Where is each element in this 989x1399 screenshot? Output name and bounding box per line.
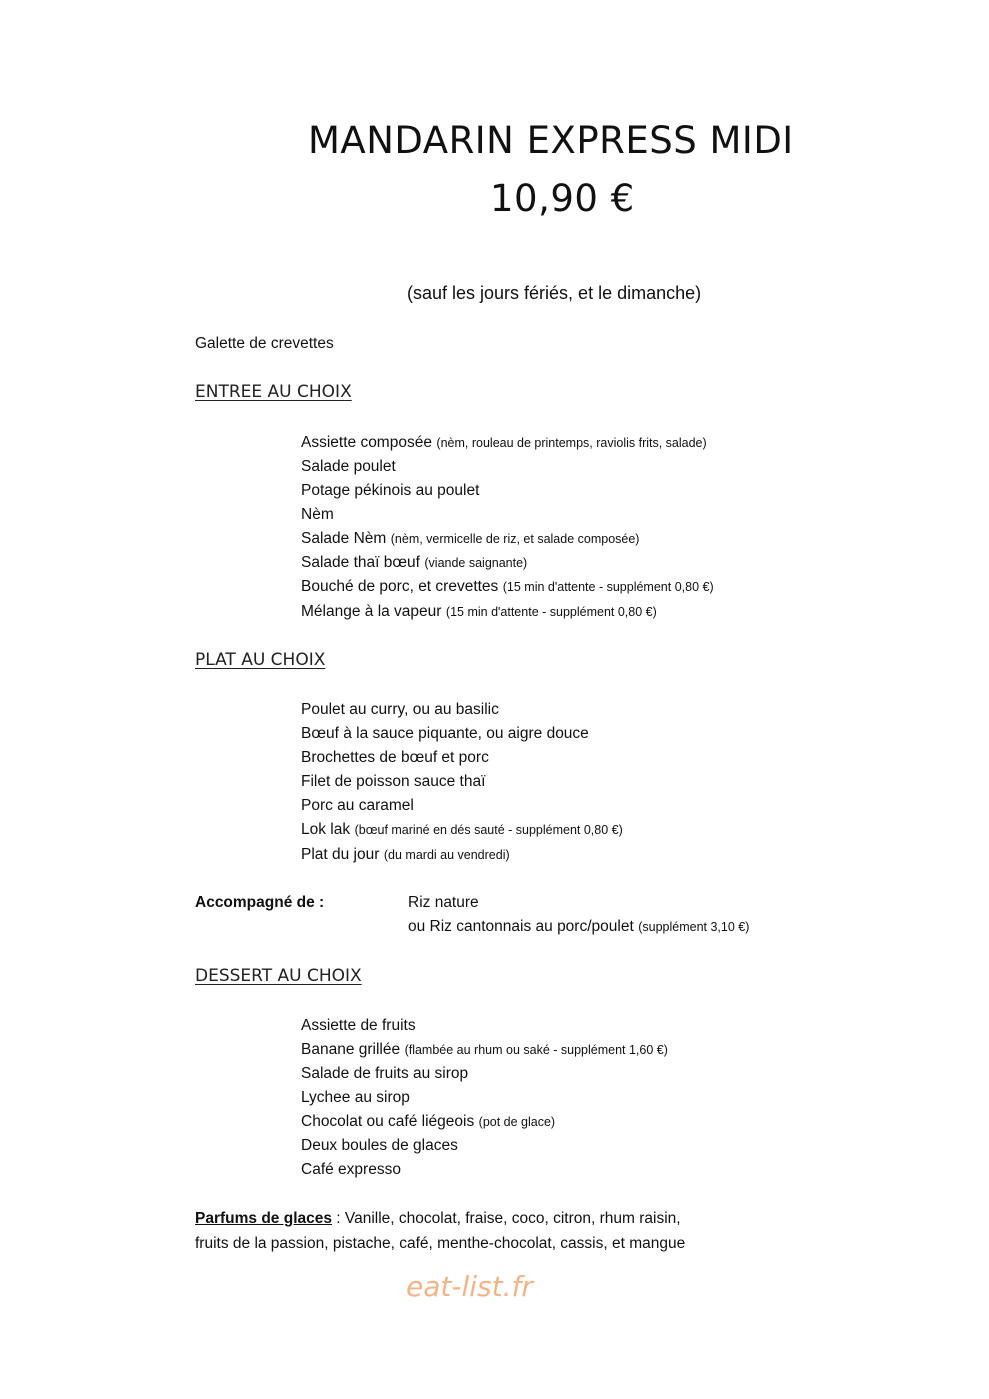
list-item	[301, 578, 714, 596]
item-note: (15 min d'attente - supplément 0,80 €)	[445, 605, 657, 619]
item-name: Banane grillée	[301, 1041, 401, 1058]
list-item	[301, 434, 707, 452]
list-item	[301, 846, 510, 864]
list-item	[301, 506, 334, 524]
list-item	[301, 530, 639, 548]
list-item	[301, 1113, 555, 1131]
parfums-text-1: : Vanille, chocolat, fraise, coco, citron, rhum raisin,	[331, 1210, 681, 1227]
item-name: Lok lak	[301, 821, 351, 838]
item-name: Poulet au curry, ou au basilic	[301, 701, 499, 718]
watermark: eat-list.fr	[406, 1270, 533, 1303]
list-item	[301, 603, 657, 621]
list-item	[301, 1017, 416, 1035]
intro-item: Galette de crevettes	[195, 335, 334, 352]
item-note: (nèm, rouleau de printemps, raviolis frits, salade)	[436, 436, 707, 450]
parfums-line-2: fruits de la passion, pistache, café, menthe-chocolat, cassis, et mangue	[195, 1235, 686, 1252]
item-name: Salade Nèm	[301, 530, 387, 547]
entree-heading: ENTREE AU CHOIX	[195, 382, 352, 402]
list-item	[301, 1041, 668, 1059]
item-note: (flambée au rhum ou saké - supplément 1,60 €)	[404, 1043, 668, 1057]
menu-title: MANDARIN EXPRESS MIDI	[308, 119, 794, 162]
item-name: Bouché de porc, et crevettes	[301, 578, 499, 595]
item-name: Assiette composée	[301, 434, 432, 451]
menu-subtitle: (sauf les jours fériés, et le dimanche)	[407, 283, 702, 303]
list-item	[301, 1065, 468, 1083]
list-item	[301, 821, 623, 839]
menu-price: 10,90 €	[490, 177, 635, 220]
item-name: Porc au caramel	[301, 797, 414, 814]
list-item	[301, 458, 396, 476]
parfums-label: Parfums de glaces	[195, 1210, 332, 1227]
item-note: (du mardi au vendredi)	[383, 848, 510, 862]
plat-heading: PLAT AU CHOIX	[195, 650, 326, 670]
item-name: Bœuf à la sauce piquante, ou aigre douce	[301, 725, 589, 742]
option-note: (supplément 3,10 €)	[638, 920, 750, 934]
item-note: (nèm, vermicelle de riz, et salade composée)	[390, 532, 640, 546]
item-name: Café expresso	[301, 1161, 401, 1178]
item-name: Deux boules de glaces	[301, 1137, 458, 1154]
list-item	[301, 701, 499, 719]
item-name: Potage pékinois au poulet	[301, 482, 480, 499]
accompagne-option-2	[408, 918, 749, 936]
list-item	[301, 554, 527, 572]
item-name: Assiette de fruits	[301, 1017, 416, 1034]
dessert-heading: DESSERT AU CHOIX	[195, 966, 362, 986]
list-item	[301, 797, 414, 815]
item-name: Salade thaï bœuf	[301, 554, 420, 571]
item-name: Nèm	[301, 506, 334, 523]
item-name: Plat du jour	[301, 846, 380, 863]
item-name: Filet de poisson sauce thaï	[301, 773, 486, 790]
item-name: Salade poulet	[301, 458, 396, 475]
parfums-line-1	[195, 1210, 681, 1228]
list-item	[301, 1161, 401, 1179]
list-item	[301, 725, 589, 743]
list-item	[301, 482, 479, 500]
list-item	[301, 773, 485, 791]
list-item	[301, 749, 489, 767]
item-note: (pot de glace)	[478, 1115, 556, 1129]
accompagne-label: Accompagné de :	[195, 894, 325, 911]
item-note: (bœuf mariné en dés sauté - supplément 0,80 €)	[354, 823, 623, 837]
item-name: Salade de fruits au sirop	[301, 1065, 469, 1082]
item-name: Lychee au sirop	[301, 1089, 410, 1106]
option-name: ou Riz cantonnais au porc/poulet	[408, 918, 634, 935]
list-item	[301, 1089, 410, 1107]
item-name: Chocolat ou café liégeois	[301, 1113, 475, 1130]
item-note: (viande saignante)	[424, 556, 528, 570]
list-item	[301, 1137, 458, 1155]
item-name: Mélange à la vapeur	[301, 603, 442, 620]
item-note: (15 min d'attente - supplément 0,80 €)	[502, 580, 714, 594]
accompagne-option-1: Riz nature	[408, 894, 479, 911]
item-name: Brochettes de bœuf et porc	[301, 749, 489, 766]
